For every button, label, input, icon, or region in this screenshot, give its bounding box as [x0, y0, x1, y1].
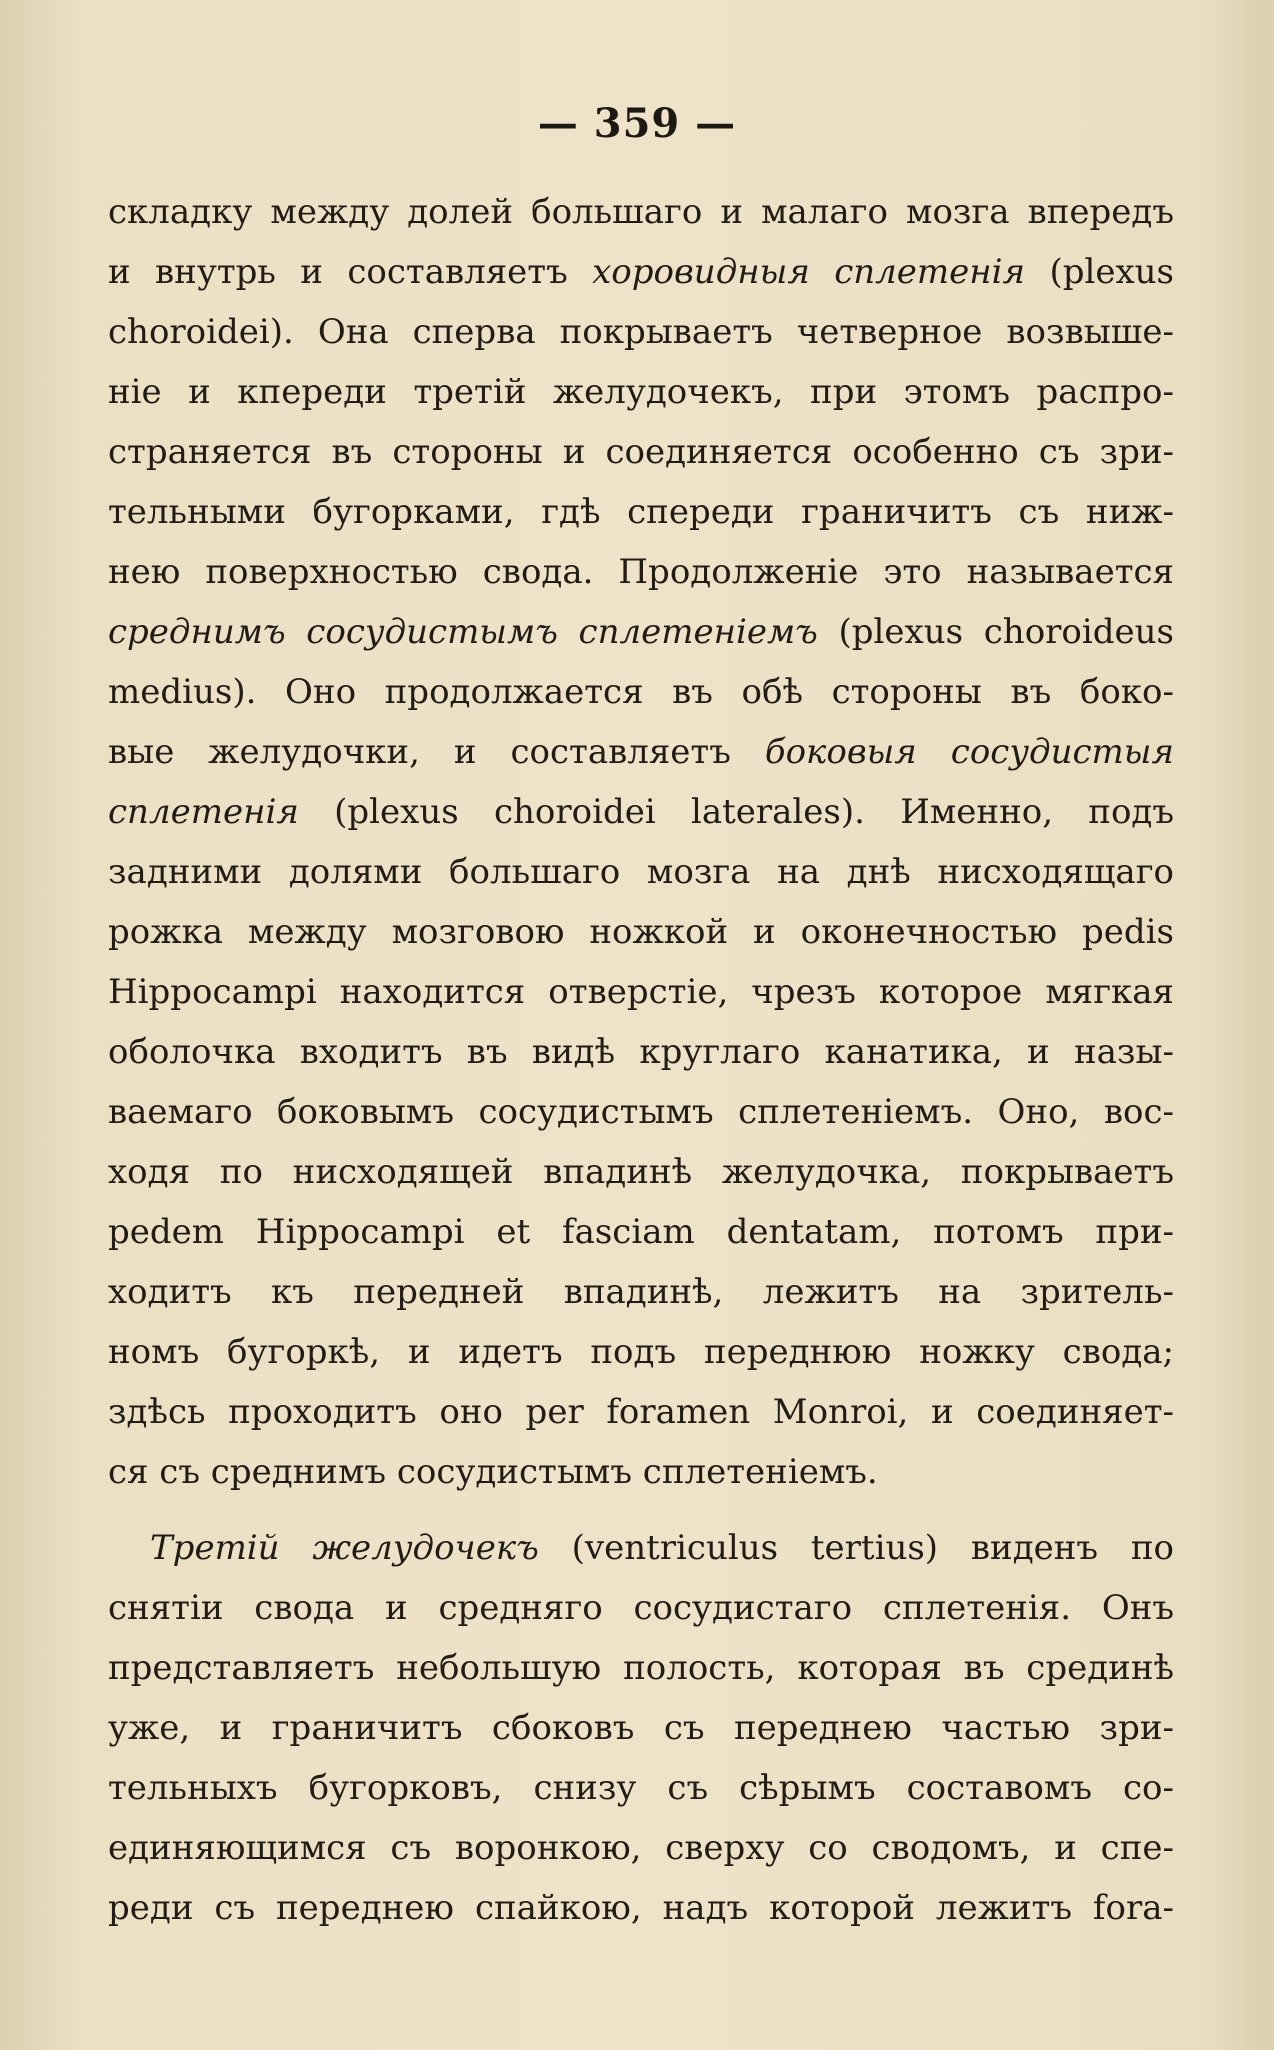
text-line: [108, 542, 1174, 602]
text-segment: задними долями большаго мозга на днѣ нисходящаго: [108, 852, 1174, 892]
text-line: [108, 1818, 1174, 1878]
text-line: [108, 1142, 1174, 1202]
text-segment: номъ бугоркѣ, и идетъ подъ переднюю ножку свода;: [108, 1332, 1174, 1372]
text-line: [108, 962, 1174, 1022]
text-line: [108, 1442, 1174, 1502]
text-segment: pedem Hippocampi et fasciam dentatam, потомъ при-: [108, 1212, 1174, 1252]
text-line: [108, 1878, 1174, 1938]
text-segment: и внутрь и составляетъ: [108, 252, 593, 292]
text-segment: снятіи свода и средняго сосудистаго сплетенія. Онъ: [108, 1588, 1174, 1628]
italic-term: хоровидныя сплетенія: [592, 252, 1026, 292]
text-segment: тельными бугорками, гдѣ спереди граничитъ съ ниж-: [108, 492, 1174, 532]
italic-term: Третій желудочекъ: [150, 1528, 539, 1568]
text-line: [108, 602, 1174, 662]
text-segment: нею поверхностью свода. Продолженіе это называется: [108, 552, 1174, 592]
text-segment: ніе и кпереди третій желудочекъ, при этомъ распро-: [108, 372, 1174, 412]
text-line: [108, 1698, 1174, 1758]
page-number: — 359 —: [537, 100, 737, 147]
text-line: [108, 422, 1174, 482]
italic-term: сплетенія: [108, 792, 299, 832]
text-segment: (plexus choroideus: [817, 612, 1174, 652]
text-line: [108, 842, 1174, 902]
text-segment: (ventriculus tertius) виденъ по: [538, 1528, 1174, 1568]
text-line: [108, 1262, 1174, 1322]
text-segment: ваемаго боковымъ сосудистымъ сплетеніемъ. Оно, вос-: [108, 1092, 1174, 1132]
text-segment: ся съ среднимъ сосудистымъ сплетеніемъ.: [108, 1452, 878, 1492]
text-line: [108, 1638, 1174, 1698]
text-segment: (plexus choroidei laterales). Именно, подъ: [298, 792, 1174, 832]
text-segment: (plexus: [1025, 252, 1174, 292]
text-line: [108, 482, 1174, 542]
text-segment: medius). Оно продолжается въ обѣ стороны въ боко-: [108, 672, 1174, 712]
text-segment: единяющимся съ воронкою, сверху со сводомъ, и спе-: [108, 1828, 1174, 1868]
body-text: [108, 182, 1174, 1938]
text-segment: здѣсь проходитъ оно per foramen Monroi, и соединяет-: [108, 1392, 1174, 1432]
text-segment: оболочка входитъ въ видѣ круглаго канатика, и назы-: [108, 1032, 1174, 1072]
italic-term: боковыя сосудистыя: [764, 732, 1174, 772]
text-line: [108, 1322, 1174, 1382]
text-line: [108, 662, 1174, 722]
text-segment: реди съ переднею спайкою, надъ которой лежитъ fora-: [108, 1888, 1174, 1928]
text-line: [108, 1758, 1174, 1818]
text-line: [108, 1022, 1174, 1082]
text-segment: ходя по нисходящей впадинѣ желудочка, покрываетъ: [108, 1152, 1174, 1192]
text-line: [108, 302, 1174, 362]
text-line: [108, 902, 1174, 962]
text-line: [108, 1518, 1174, 1578]
text-line: [108, 1202, 1174, 1262]
text-segment: Hippocampi находится отверстіе, чрезъ которое мягкая: [108, 972, 1174, 1012]
text-line: [108, 182, 1174, 242]
italic-term: среднимъ сосудистымъ сплетеніемъ: [108, 612, 818, 652]
text-segment: уже, и граничитъ сбоковъ съ переднею частью зри-: [108, 1708, 1174, 1748]
text-segment: страняется въ стороны и соединяется особенно съ зри-: [108, 432, 1174, 472]
text-segment: ходитъ къ передней впадинѣ, лежитъ на зритель-: [108, 1272, 1174, 1312]
text-segment: рожка между мозговою ножкой и оконечностью pedis: [108, 912, 1174, 952]
text-segment: складку между долей большаго и малаго мозга впередъ: [108, 192, 1174, 232]
text-line: [108, 722, 1174, 782]
text-line: [108, 362, 1174, 422]
text-segment: представляетъ небольшую полость, которая въ срединѣ: [108, 1648, 1174, 1688]
text-segment: choroidei). Она сперва покрываетъ четверное возвыше-: [108, 312, 1174, 352]
paragraph-gap: [108, 1502, 1174, 1518]
text-segment: вые желудочки, и составляетъ: [108, 732, 765, 772]
text-segment: тельныхъ бугорковъ, снизу съ сѣрымъ составомъ со-: [108, 1768, 1174, 1808]
text-line: [108, 1082, 1174, 1142]
text-line: [108, 1578, 1174, 1638]
text-line: [108, 782, 1174, 842]
text-line: [108, 242, 1174, 302]
text-line: [108, 1382, 1174, 1442]
